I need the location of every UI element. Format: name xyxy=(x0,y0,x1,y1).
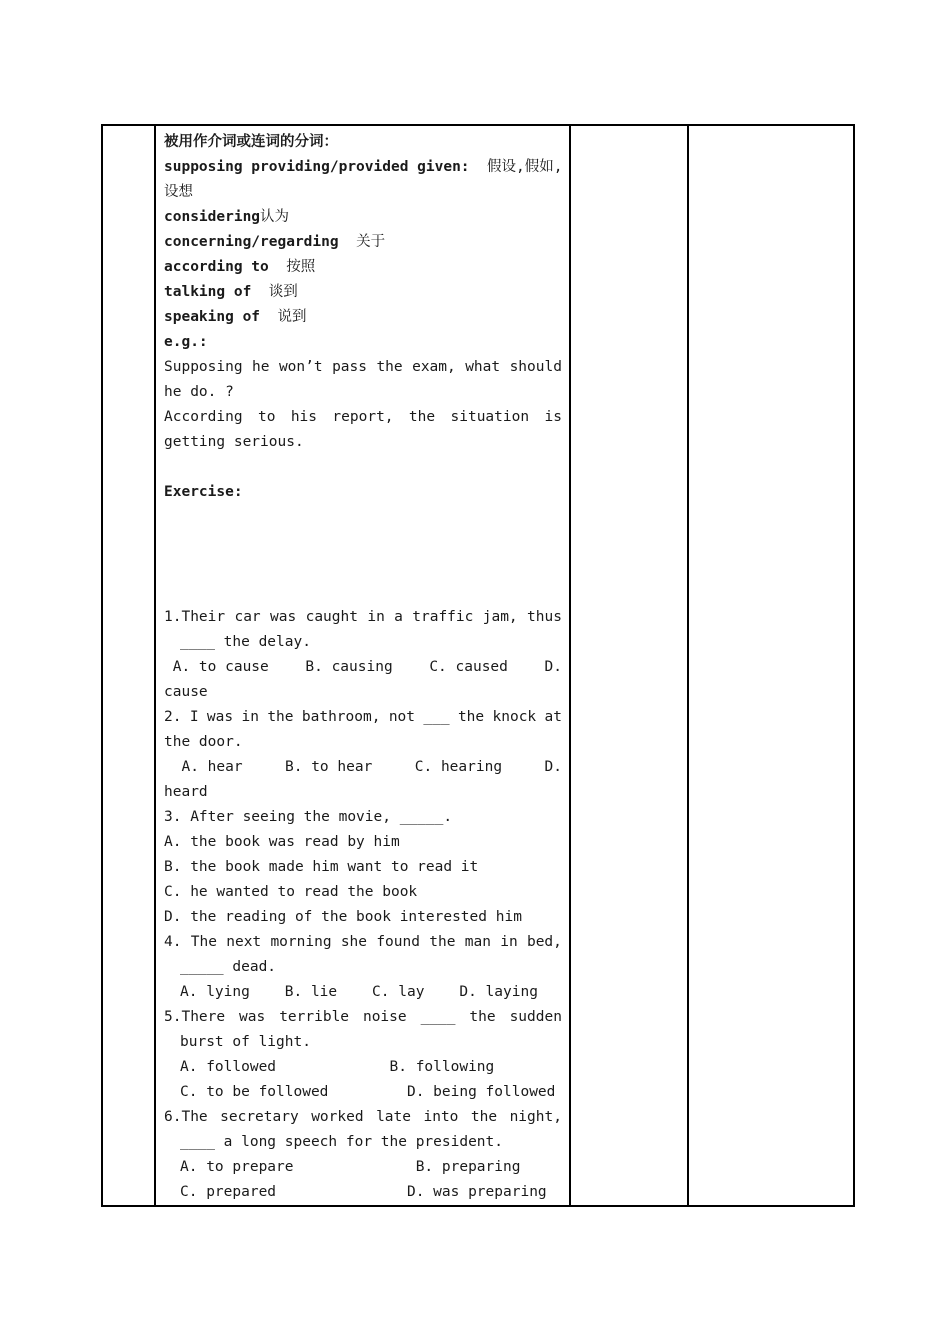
word: the xyxy=(408,409,436,425)
word: was xyxy=(270,609,297,625)
question-5-options-ab: A. followed B. following xyxy=(180,1059,495,1075)
participle-meaning: 谈到 xyxy=(251,284,298,300)
word: 4. xyxy=(164,934,182,950)
word: B. causing xyxy=(305,659,393,675)
word: According xyxy=(164,409,243,425)
word: ____ xyxy=(420,1009,456,1025)
column-1-cell xyxy=(102,125,155,1206)
word: a xyxy=(394,609,403,625)
word: into xyxy=(423,1109,459,1125)
question-2-option-d: heard xyxy=(164,784,208,800)
word: found xyxy=(376,934,420,950)
column-3-cell xyxy=(570,125,688,1206)
word: A. hear xyxy=(164,759,243,775)
word: B. to hear xyxy=(285,759,373,775)
question-2-options xyxy=(164,755,562,780)
participle-term: speaking of xyxy=(164,309,261,325)
example-2-line-1 xyxy=(164,405,562,430)
word: the xyxy=(469,1009,496,1025)
question-1-line-2: ____ the delay. xyxy=(180,634,311,650)
word: 2. xyxy=(164,709,182,725)
example-label: e.g.: xyxy=(164,334,208,350)
word: the xyxy=(457,709,485,725)
word: knock xyxy=(492,709,537,725)
question-3-option-d: D. the reading of the book interested him xyxy=(164,909,522,925)
word: the xyxy=(470,1109,498,1125)
word: was xyxy=(239,1009,266,1025)
word: should xyxy=(509,359,562,375)
participle-term: concerning/regarding xyxy=(164,234,339,250)
word: 1.Their xyxy=(164,609,226,625)
question-3-option-a: A. the book was read by him xyxy=(164,834,400,850)
word: to xyxy=(257,409,276,425)
word: sudden xyxy=(509,1009,562,1025)
question-6-options-cd: C. prepared D. was preparing xyxy=(180,1184,547,1200)
example-2-line-2: getting serious. xyxy=(164,434,304,450)
word: she xyxy=(340,934,368,950)
word: the xyxy=(376,359,403,375)
question-6-line-1 xyxy=(164,1105,562,1130)
participle-meaning: 按照 xyxy=(268,259,316,275)
column-4-cell xyxy=(688,125,854,1206)
participle-term: according to xyxy=(164,259,269,275)
question-1-options xyxy=(164,655,562,680)
participle-row xyxy=(164,255,562,280)
participle-row xyxy=(164,205,562,230)
question-2-line-1 xyxy=(164,705,562,730)
question-4-line-1 xyxy=(164,930,562,955)
lesson-table xyxy=(101,124,855,1207)
word: next xyxy=(226,934,262,950)
word: car xyxy=(234,609,261,625)
word: secretary xyxy=(220,1109,299,1125)
question-1-line-1 xyxy=(164,605,562,630)
word: bed, xyxy=(526,934,562,950)
word: ___ xyxy=(423,709,450,725)
participle-row xyxy=(164,305,562,330)
question-3-stem: 3. After seeing the movie, _____. xyxy=(164,809,453,825)
participle-term: considering xyxy=(164,209,261,225)
word: terrible xyxy=(279,1009,350,1025)
participle-meaning: 认为 xyxy=(260,209,290,225)
word: in xyxy=(500,934,518,950)
word: late xyxy=(376,1109,411,1125)
word: was xyxy=(206,709,234,725)
word: he xyxy=(252,359,270,375)
word: morning xyxy=(270,934,332,950)
lesson-content xyxy=(156,126,569,1205)
word: 6.The xyxy=(164,1109,208,1125)
content-cell xyxy=(155,125,570,1206)
participle-meaning: 假设,假如, xyxy=(469,159,562,175)
word: his xyxy=(290,409,318,425)
question-1-option-d: cause xyxy=(164,684,208,700)
participle-meaning: 关于 xyxy=(338,234,386,250)
participle-term: talking of xyxy=(164,284,252,300)
participle-row xyxy=(164,230,562,255)
word: traffic xyxy=(412,609,474,625)
word: man xyxy=(464,934,491,950)
word: Supposing xyxy=(164,359,243,375)
question-6-line-2: ____ a long speech for the president. xyxy=(180,1134,504,1150)
word: pass xyxy=(332,359,367,375)
word: thus xyxy=(527,609,562,625)
word: A. to cause xyxy=(164,659,269,675)
word: in xyxy=(241,709,259,725)
question-5-line-1 xyxy=(164,1005,562,1030)
word: I xyxy=(189,709,199,725)
participle-row xyxy=(164,280,562,305)
word: D. xyxy=(544,759,562,775)
word: The xyxy=(190,934,217,950)
example-1-line-1 xyxy=(164,355,562,380)
word: situation xyxy=(450,409,530,425)
word: not xyxy=(388,709,416,725)
participle-term: supposing providing/provided given: xyxy=(164,159,470,175)
question-4-options: A. lying B. lie C. lay D. laying xyxy=(180,984,538,1000)
participle-meaning-continued: 设想 xyxy=(164,184,193,200)
spacer xyxy=(164,455,562,480)
word: noise xyxy=(362,1009,407,1025)
word: at xyxy=(544,709,562,725)
word: 5.There xyxy=(164,1009,226,1025)
exercise-label: Exercise: xyxy=(164,484,243,500)
word: worked xyxy=(311,1109,364,1125)
word: report, xyxy=(332,409,394,425)
word: caught xyxy=(305,609,358,625)
spacer xyxy=(164,505,562,605)
participle-meaning: 说到 xyxy=(260,309,307,325)
word: C. caused xyxy=(429,659,508,675)
question-2-line-2: the door. xyxy=(164,734,243,750)
question-6-options-ab: A. to prepare B. preparing xyxy=(180,1159,521,1175)
word: won’t xyxy=(278,359,323,375)
question-4-line-2: _____ dead. xyxy=(180,959,277,975)
question-3-option-b: B. the book made him want to read it xyxy=(164,859,479,875)
word: night, xyxy=(509,1109,562,1125)
word: in xyxy=(367,609,385,625)
word: exam, xyxy=(412,359,456,375)
question-5-options-cd: C. to be followed D. being followed xyxy=(180,1084,556,1100)
word: what xyxy=(465,359,501,375)
word: D. xyxy=(544,659,562,675)
word: the xyxy=(267,709,294,725)
question-5-line-2: burst of light. xyxy=(180,1034,311,1050)
word: C. hearing xyxy=(414,759,503,775)
word: is xyxy=(544,409,562,425)
word: bathroom, xyxy=(301,709,381,725)
word: the xyxy=(429,934,456,950)
participle-row xyxy=(164,155,562,180)
question-3-option-c: C. he wanted to read the book xyxy=(164,884,418,900)
word: jam, xyxy=(482,609,518,625)
example-1-line-2: he do. ? xyxy=(164,384,234,400)
section-heading: 被用作介词或连词的分词： xyxy=(164,134,338,150)
